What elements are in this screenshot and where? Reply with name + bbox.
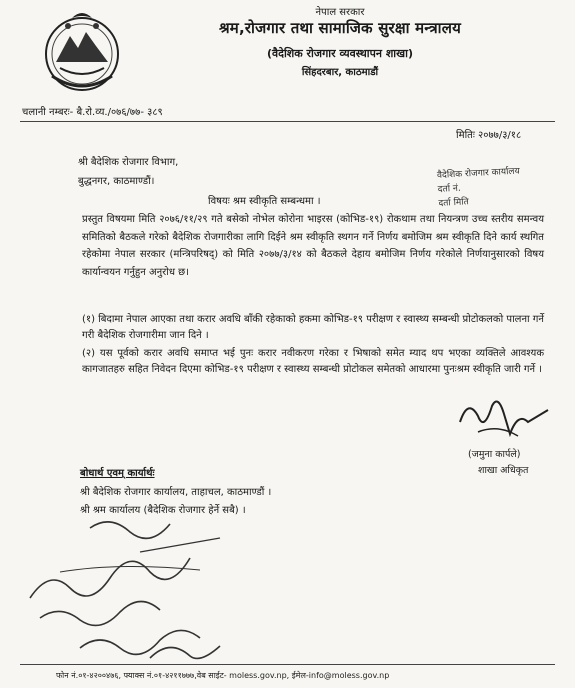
header-divider [20,121,555,122]
signatory-name: (जमुना कार्पले) [468,449,521,460]
receipt-stamp-dartaa: दर्ता नं. [437,183,462,195]
footer-contact: फोन नं.०१-४२००४७६, फ्याक्स नं.०१-४२११७७७,वेब साईट- moless.gov.np, ईमेल-info@moless.gov.np [56,671,390,680]
letter-date: मितिः २०७७/३/१८ [456,130,522,141]
bodhartha-heading: बोधार्थ एवम् कार्यार्थः [80,468,155,479]
government-name: नेपाल सरकार [315,7,365,18]
signatory-title: शाखा अधिकृत [478,465,529,476]
cc-item: श्री श्रम कार्यालय (बैदेशिक रोजगार हेर्ने सबै) । [80,505,246,516]
cc-item: श्री बैदेशिक रोजगार कार्यालय, ताहाचल, काठमाण्डौं । [80,487,272,498]
footer-divider [20,664,555,665]
nepal-emblem-icon [42,6,122,96]
ministry-address: सिंहदरबार, काठमाडौं [301,67,379,78]
decision-point-1: (१) बिदामा नेपाल आएका तथा करार अवधि बाँकी रहेकाको हकमा कोभिड-१९ परीक्षण र स्वास्थ्य सम्बन्धी प्रोटोकलको पालना गर्ने गरी बैदेशिक रोजगारीमा जान दिने । [82,314,544,341]
handwritten-notes-icon [20,508,280,668]
receipt-stamp-title: वैदेशिक रोजगार कार्यालय [436,166,520,181]
letter-subject: विषयः श्रम स्वीकृति सम्बन्धमा । [208,196,321,207]
department-name: (वैदेशिक रोजगार व्यवस्थापन शाखा) [266,47,414,60]
signature-icon [448,392,558,446]
receipt-stamp-date: दर्ता मिति [438,197,470,209]
letter-body: प्रस्तुत विषयमा मिति २०७६/११/२९ गते बसेको नोभेल कोरोना भाइरस (कोभिड-१९) रोकथाम तथा नियन्त्रण उच्च स्तरीय समन्वय समितिको बैठकले गरेको बैदेशिक रोजगारीका लागि दिईने श्रम स्वीकृति स्थगन गर्ने निर्णय बमोजिम श्रम स्वीकृति दिने कार्य स्थगित रहेकोमा नेपाल सरकार (मन्त्रिपरिषद्) को मिति २०७७/३/१४ को बैठकले देहाय बमोजिम निर्णय गरेकोले निर्णयानुसारको विषय कार्यान्वयन गर्नुहुन अनुरोध छ। [82,214,544,278]
decision-point-2: (२) यस पूर्वको करार अवधि समाप्त भई पुनः करार नवीकरण गरेका र भिषाको समेत म्याद थप भएका व्यक्तिले आवश्यक कागजातहरु सहित निवेदन दिएमा कोभिड-१९ परीक्षण र स्वास्थ्य सम्बन्धी प्रोटोकल समेतको आधारमा पुनःश्रम स्वीकृति जारी गर्ने । [82,348,544,375]
reference-number: चलानी नम्बरः- बै.रो.व्य./०७६/७७- ३८९ [22,107,163,118]
ministry-name: श्रम,रोजगार तथा सामाजिक सुरक्षा मन्त्रालय [218,19,462,37]
addressee-line-2: बुद्धनगर, काठमाण्डौं। [78,176,155,187]
addressee-line-1: श्री बैदेशिक रोजगार विभाग, [78,157,179,168]
